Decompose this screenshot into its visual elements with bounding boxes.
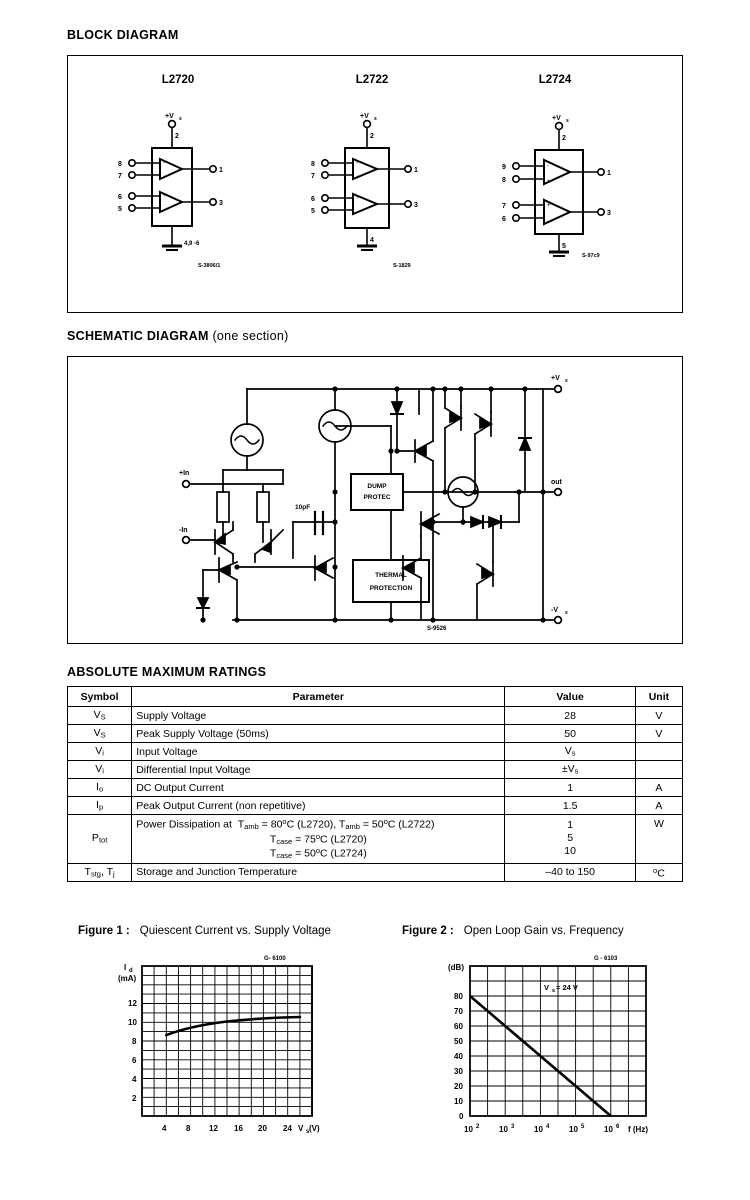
- svg-text:40: 40: [454, 1052, 463, 1061]
- svg-text:s: s: [565, 610, 568, 616]
- svg-text:20: 20: [454, 1082, 463, 1091]
- ptot-line3: $T_{case} = 50^oC$ (L2724): [269, 846, 367, 861]
- block-diagram-label-l2722: L2722: [355, 74, 389, 86]
- cell-parameter: Power Dissipation at $T_{amb} = 80^oC$ (L2720), $T_{amb} = 50^oC$ (L2722) $T_{case} = 75^oC$ (L2720) $T_{case} = 50^oC$ (L2724): [132, 815, 505, 864]
- svg-text:s: s: [565, 378, 568, 384]
- schematic-title: SCHEMATIC DIAGRAM: [67, 329, 209, 343]
- svg-text:PROTECTION: PROTECTION: [369, 585, 413, 592]
- svg-text:80: 80: [454, 992, 463, 1001]
- cell-parameter: Storage and Junction Temperature: [132, 863, 505, 881]
- figure-2-annotation: [544, 983, 578, 994]
- cell-unit: A: [635, 797, 682, 815]
- cell-unit: [635, 761, 682, 779]
- svg-text:+: +: [163, 193, 167, 199]
- svg-text:+: +: [547, 203, 551, 209]
- symbol-subscript: i: [102, 766, 104, 776]
- block-diagram-l2724: [490, 112, 640, 282]
- svg-text:s: s: [552, 988, 556, 994]
- table-row: [68, 797, 683, 815]
- svg-text:+: +: [356, 175, 360, 181]
- cell-value: $V_s$: [505, 743, 635, 761]
- cell-parameter: Differential Input Voltage: [132, 761, 505, 779]
- schematic-drawing: [175, 362, 575, 637]
- table-row: [68, 779, 683, 797]
- svg-text:8: 8: [132, 1037, 137, 1046]
- svg-text:+V: +V: [552, 115, 561, 122]
- svg-text:4,9 -6: 4,9 -6: [184, 241, 200, 247]
- svg-text:I: I: [124, 963, 127, 972]
- ratings-heading: [67, 665, 266, 679]
- svg-text:+In: +In: [179, 470, 190, 477]
- svg-text:4: 4: [370, 237, 374, 244]
- svg-text:+: +: [163, 175, 167, 181]
- svg-text:-: -: [547, 163, 549, 169]
- schematic-heading: [67, 329, 289, 343]
- header-symbol: Symbol: [68, 687, 132, 707]
- svg-text:16: 16: [234, 1124, 243, 1133]
- svg-text:12: 12: [209, 1124, 218, 1133]
- cell-value: 28: [505, 707, 635, 725]
- svg-text:10: 10: [464, 1125, 473, 1134]
- svg-text:7: 7: [118, 173, 122, 180]
- block-diagram-l2722: [303, 112, 453, 282]
- svg-text:f (Hz): f (Hz): [628, 1125, 648, 1134]
- svg-text:G - 6103: G - 6103: [594, 956, 618, 962]
- svg-text:1: 1: [607, 170, 611, 177]
- table-row: [68, 863, 683, 881]
- figure-2-title: Open Loop Gain vs. Frequency: [463, 925, 624, 937]
- svg-text:2: 2: [132, 1094, 137, 1103]
- svg-text:3: 3: [219, 200, 223, 207]
- svg-text:8: 8: [118, 161, 122, 168]
- svg-text:1: 1: [414, 167, 418, 174]
- svg-text:2: 2: [175, 133, 179, 140]
- table-row: [68, 761, 683, 779]
- block-diagram-title: BLOCK DIAGRAM: [67, 28, 179, 42]
- svg-text:10: 10: [128, 1018, 137, 1027]
- svg-text:0: 0: [459, 1112, 464, 1121]
- header-parameter: Parameter: [132, 687, 505, 707]
- svg-text:4: 4: [132, 1075, 137, 1084]
- svg-text:(mA): (mA): [118, 974, 137, 983]
- svg-text:3: 3: [414, 202, 418, 209]
- cell-parameter: Peak Output Current (non repetitive): [132, 797, 505, 815]
- svg-text:s: s: [374, 116, 377, 122]
- figure-2-chart: [436, 946, 681, 1156]
- cell-value: –40 to 150: [505, 863, 635, 881]
- svg-text:-: -: [547, 219, 549, 225]
- header-value: Value: [505, 687, 635, 707]
- svg-text:G- 6100: G- 6100: [264, 956, 286, 962]
- figure-1-number: Figure 1 :: [78, 925, 130, 937]
- absolute-maximum-ratings-table: [67, 686, 683, 882]
- svg-text:s: s: [179, 116, 182, 122]
- cell-symbol: $V_S$: [68, 707, 132, 725]
- cell-symbol: $P_{tot}$: [68, 815, 132, 864]
- ptot-value-3: 10: [564, 845, 576, 858]
- svg-text:(dB): (dB): [448, 963, 464, 972]
- table-row: [68, 725, 683, 743]
- block-diagram-l2720: [110, 112, 260, 282]
- svg-text:8: 8: [502, 177, 506, 184]
- svg-text:S-3806/1: S-3806/1: [198, 263, 221, 269]
- svg-text:5: 5: [581, 1124, 585, 1130]
- svg-text:9: 9: [502, 164, 506, 171]
- svg-text:THERMAL: THERMAL: [375, 572, 407, 579]
- block-diagram-heading: [67, 28, 179, 42]
- svg-text:3: 3: [511, 1124, 515, 1130]
- figure-2-number: Figure 2 :: [402, 925, 454, 937]
- svg-text:-: -: [163, 208, 165, 214]
- symbol-subscript: p: [98, 802, 104, 812]
- cell-parameter: Input Voltage: [132, 743, 505, 761]
- svg-text:6: 6: [311, 196, 315, 203]
- svg-text:6: 6: [132, 1056, 137, 1065]
- svg-text:2: 2: [476, 1124, 480, 1130]
- svg-text:20: 20: [258, 1124, 267, 1133]
- header-unit: Unit: [635, 687, 682, 707]
- symbol-subscript: i: [102, 748, 104, 758]
- table-header-row: [68, 687, 683, 707]
- cell-symbol: $V_i$: [68, 743, 132, 761]
- svg-text:-: -: [356, 160, 358, 166]
- symbol-subscript: S: [100, 712, 106, 722]
- block-diagram-label-l2720: L2720: [161, 74, 195, 86]
- svg-text:70: 70: [454, 1007, 463, 1016]
- svg-text:5: 5: [311, 208, 315, 215]
- svg-text:-In: -In: [179, 527, 188, 534]
- table-row-ptot: [68, 815, 683, 864]
- block-diagram-label-l2724: L2724: [538, 74, 572, 86]
- cell-value: 50: [505, 725, 635, 743]
- svg-text:4: 4: [546, 1124, 550, 1130]
- svg-text:+V: +V: [360, 113, 369, 120]
- svg-text:10: 10: [499, 1125, 508, 1134]
- cell-value: 1.5: [505, 797, 635, 815]
- svg-text:+: +: [356, 195, 360, 201]
- cell-parameter: Peak Supply Voltage (50ms): [132, 725, 505, 743]
- value-subscript: s: [574, 766, 579, 776]
- figure-1-title: Quiescent Current vs. Supply Voltage: [139, 925, 331, 937]
- svg-text:7: 7: [502, 203, 506, 210]
- svg-text:V: V: [544, 983, 550, 992]
- cell-unit: [635, 743, 682, 761]
- svg-text:10pF: 10pF: [295, 504, 311, 511]
- cell-unit: W: [635, 815, 682, 864]
- ptot-value-2: 5: [567, 832, 574, 845]
- cell-symbol: $V_i$: [68, 761, 132, 779]
- ptot-line2: $T_{case} = 75^oC$ (L2720): [269, 831, 367, 846]
- svg-text:+V: +V: [165, 113, 174, 120]
- cell-symbol: $V_S$: [68, 725, 132, 743]
- svg-text:V: V: [298, 1124, 304, 1133]
- schematic-subtitle: (one section): [208, 329, 289, 343]
- svg-text:s: s: [306, 1129, 310, 1135]
- svg-text:5: 5: [118, 206, 122, 213]
- svg-text:-: -: [163, 160, 165, 166]
- figure-2-caption: [402, 925, 624, 937]
- svg-text:8: 8: [311, 161, 315, 168]
- svg-text:60: 60: [454, 1022, 463, 1031]
- svg-text:3: 3: [607, 210, 611, 217]
- svg-text:S-1829: S-1829: [393, 263, 411, 269]
- svg-text:10: 10: [454, 1097, 463, 1106]
- svg-text:-V: -V: [551, 607, 558, 614]
- table-row: [68, 743, 683, 761]
- cell-value: 1: [505, 779, 635, 797]
- svg-text:-: -: [356, 210, 358, 216]
- cell-parameter: Supply Voltage: [132, 707, 505, 725]
- svg-text:24: 24: [283, 1124, 292, 1133]
- svg-text:6: 6: [502, 216, 506, 223]
- svg-text:S-9526: S-9526: [427, 626, 447, 632]
- symbol-subscript: S: [100, 730, 106, 740]
- svg-text:+V: +V: [551, 375, 560, 382]
- svg-text:6: 6: [118, 194, 122, 201]
- cell-unit: V: [635, 725, 682, 743]
- svg-text:50: 50: [454, 1037, 463, 1046]
- svg-text:d: d: [129, 968, 133, 974]
- cell-symbol: $I_p$: [68, 797, 132, 815]
- table-row: [68, 707, 683, 725]
- cell-parameter: DC Output Current: [132, 779, 505, 797]
- svg-text:(V): (V): [309, 1124, 320, 1133]
- svg-text:4: 4: [162, 1124, 167, 1133]
- svg-text:1: 1: [219, 167, 223, 174]
- svg-text:2: 2: [370, 133, 374, 140]
- cell-unit: A: [635, 779, 682, 797]
- svg-text:8: 8: [186, 1124, 191, 1133]
- svg-text:10: 10: [569, 1125, 578, 1134]
- cell-unit: $^o$C: [635, 863, 682, 881]
- svg-text:DUMP: DUMP: [367, 483, 387, 490]
- cell-unit: V: [635, 707, 682, 725]
- svg-text:= 24 V: = 24 V: [556, 983, 578, 992]
- svg-text:30: 30: [454, 1067, 463, 1076]
- ptot-value-1: 1: [567, 819, 574, 832]
- svg-text:s: s: [566, 118, 569, 124]
- svg-text:12: 12: [128, 999, 137, 1008]
- cell-symbol: $I_o$: [68, 779, 132, 797]
- figure-1-chart: [112, 946, 352, 1156]
- svg-text:7: 7: [311, 173, 315, 180]
- cell-value: [505, 815, 635, 864]
- svg-text:10: 10: [604, 1125, 613, 1134]
- svg-text:+: +: [547, 179, 551, 185]
- svg-text:PROTEC: PROTEC: [363, 494, 391, 501]
- cell-value: $\pm V_s$: [505, 761, 635, 779]
- symbol-subscript: o: [98, 784, 104, 794]
- value-subscript: s: [571, 748, 576, 758]
- symbol-subscript: tot: [98, 836, 108, 846]
- svg-text:10: 10: [534, 1125, 543, 1134]
- svg-text:5: 5: [562, 243, 566, 250]
- svg-text:out: out: [551, 479, 562, 486]
- cell-symbol: $T_{stg}$, $T_j$: [68, 863, 132, 881]
- figure-1-caption: [78, 925, 331, 937]
- svg-text:2: 2: [562, 135, 566, 142]
- ratings-title: ABSOLUTE MAXIMUM RATINGS: [67, 665, 267, 679]
- svg-text:S-97c9: S-97c9: [582, 253, 600, 259]
- svg-text:6: 6: [616, 1124, 620, 1130]
